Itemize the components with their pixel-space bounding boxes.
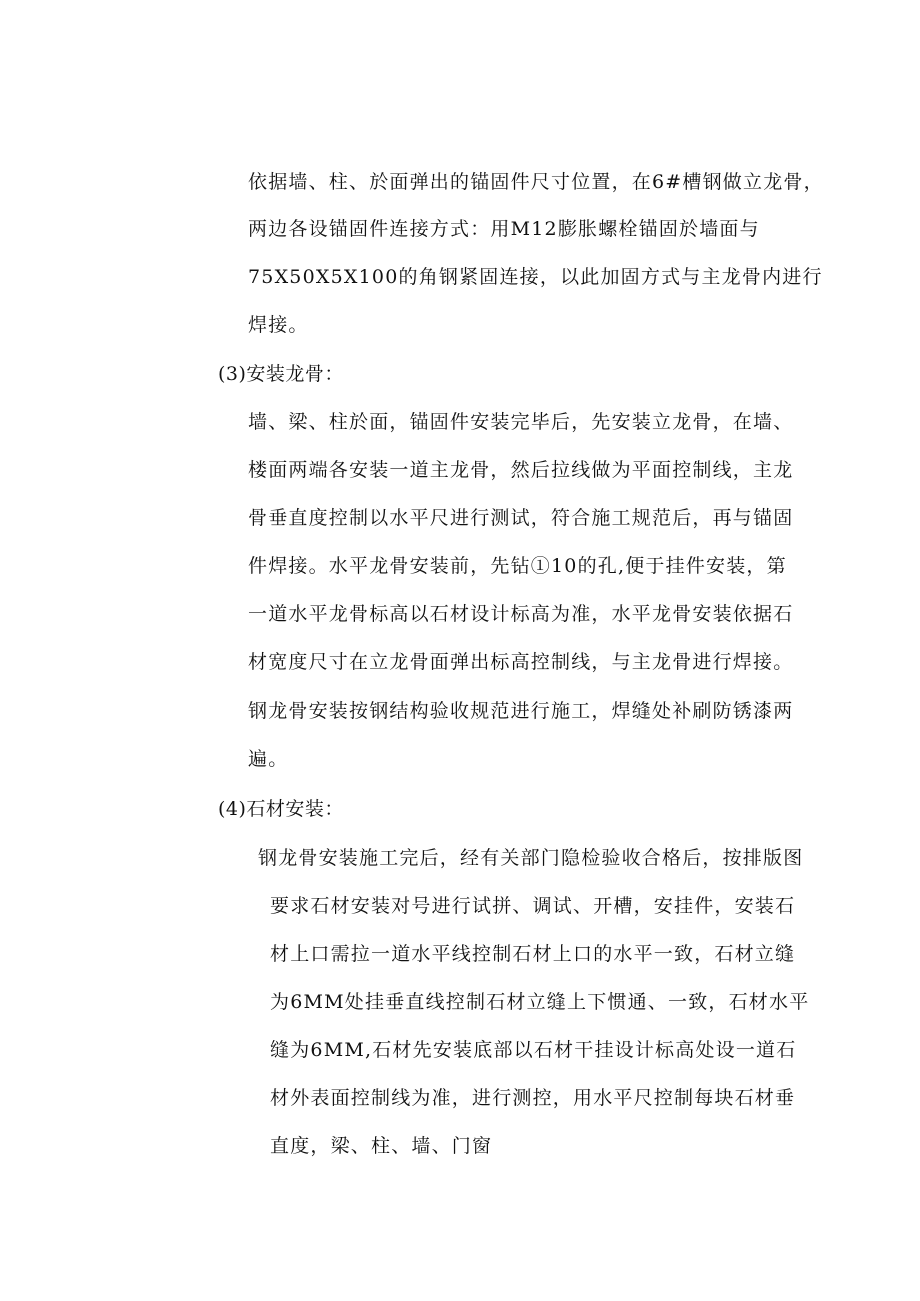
paragraph-3-line-1: 钢龙骨安装施工完后，经有关部门隐检验收合格后，按排版图: [258, 847, 804, 869]
paragraph-3-line-3: 材上口需拉一道水平线控制石材上口的水平一致，石材立缝: [270, 943, 796, 965]
paragraph-1-line-1: 依据墙、柱、於面弹出的锚固件尺寸位置，在6#槽钢做立龙骨，: [248, 171, 824, 193]
section-heading-3: (3)安装龙骨：: [218, 363, 344, 385]
paragraph-1-line-3: 75X50X5X100的角钢紧固连接，以此加固方式与主龙骨内进行: [248, 266, 823, 288]
paragraph-2-line-6: 材宽度尺寸在立龙骨面弹出标高控制线，与主龙骨进行焊接。: [248, 651, 794, 673]
paragraph-3-line-2: 要求石材安装对号进行试拼、调试、开槽，安挂件，安装石: [270, 895, 796, 917]
paragraph-2-line-2: 楼面两端各安装一道主龙骨，然后拉线做为平面控制线，主龙: [248, 459, 794, 481]
section-heading-4: (4)石材安装：: [218, 798, 344, 820]
paragraph-2-line-4: 件焊接。水平龙骨安装前，先钻①10的孔,便于挂件安装，第: [248, 555, 787, 577]
paragraph-1-line-4: 焊接。: [248, 314, 309, 336]
paragraph-3-line-4: 为6MM处挂垂直线控制石材立缝上下惯通、一致，石材水平: [270, 991, 810, 1013]
paragraph-3-line-6: 材外表面控制线为准，进行测控，用水平尺控制每块石材垂: [270, 1087, 796, 1109]
paragraph-2-line-7: 钢龙骨安装按钢结构验收规范进行施工，焊缝处补刷防锈漆两: [248, 700, 794, 722]
paragraph-3-line-5: 缝为6MM,石材先安装底部以石材干挂设计标高处设一道石: [270, 1039, 797, 1061]
paragraph-2-line-5: 一道水平龙骨标高以石材设计标高为准，水平龙骨安装依据石: [248, 603, 794, 625]
paragraph-2-line-3: 骨垂直度控制以水平尺进行测试，符合施工规范后，再与锚固: [248, 507, 794, 529]
paragraph-2-line-8: 遍。: [248, 748, 289, 770]
paragraph-1-line-2: 两边各设锚固件连接方式：用M12膨胀螺栓锚固於墙面与: [248, 218, 760, 240]
paragraph-3-line-7: 直度，梁、柱、墙、门窗: [270, 1135, 493, 1157]
paragraph-2-line-1: 墙、梁、柱於面，锚固件安装完毕后，先安装立龙骨，在墙、: [248, 411, 794, 433]
